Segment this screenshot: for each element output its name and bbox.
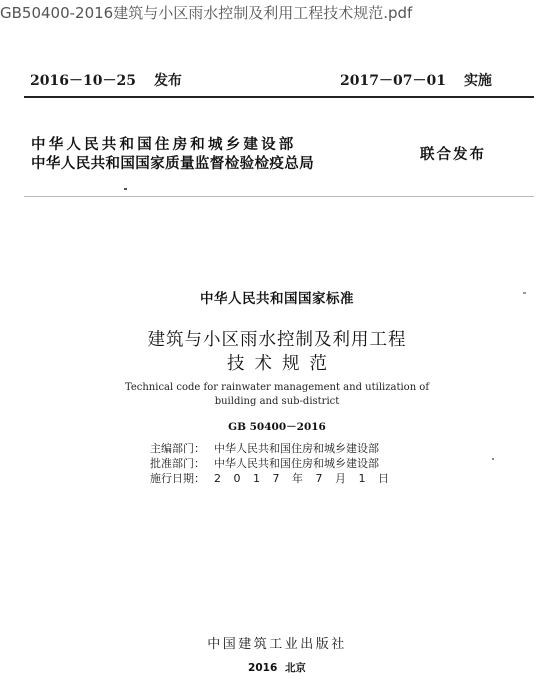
standard-title-cn-line1: 建筑与小区雨水控制及利用工程 bbox=[147, 330, 407, 350]
bottom-divider bbox=[24, 196, 534, 197]
publisher-name: 中国建筑工业出版社 bbox=[207, 637, 347, 652]
chief-editor-value: 中华人民共和国住房和城乡建设部 bbox=[214, 442, 379, 455]
standard-code: GB 50400－2016 bbox=[228, 421, 326, 433]
standard-title-en-line2: building and sub-district bbox=[214, 396, 340, 407]
approver-label: 批准部门： bbox=[150, 457, 205, 470]
issue-label: 发布 bbox=[153, 73, 182, 89]
document-title: GB50400-2016建筑与小区雨水控制及利用工程技术规范.pdf bbox=[0, 4, 413, 22]
approver-row bbox=[150, 455, 379, 471]
publication-place bbox=[0, 660, 554, 675]
effective-date-line bbox=[340, 70, 492, 90]
joint-issue-label: 联合发布 bbox=[420, 147, 486, 163]
scan-speck bbox=[492, 458, 494, 460]
chief-editor-label: 主编部门： bbox=[150, 442, 205, 455]
top-divider bbox=[24, 96, 534, 98]
pdf-page bbox=[0, 34, 554, 694]
publication-city: 北京 bbox=[284, 662, 306, 674]
issue-date: 2016－10－25 bbox=[30, 73, 136, 89]
effective-date-row bbox=[150, 470, 402, 486]
scan-speck bbox=[124, 188, 127, 190]
standard-title-en-line1: Technical code for rainwater management and utilization of bbox=[124, 382, 430, 393]
publication-year: 2016 bbox=[248, 662, 278, 674]
approver-value: 中华人民共和国住房和城乡建设部 bbox=[214, 457, 379, 470]
effective-label: 实施 bbox=[463, 73, 492, 89]
effective-cn-label: 施行日期： bbox=[150, 472, 205, 485]
authority-quality-inspection: 中华人民共和国国家质量监督检验检疫总局 bbox=[31, 156, 315, 172]
national-standard-label: 中华人民共和国国家标准 bbox=[200, 291, 354, 307]
chief-editor-row bbox=[150, 440, 379, 456]
authority-housing-ministry: 中华人民共和国住房和城乡建设部 bbox=[31, 137, 297, 153]
issue-date-line bbox=[30, 70, 182, 90]
effective-cn-value: 2017年7月1日 bbox=[214, 472, 402, 485]
effective-date: 2017－07－01 bbox=[340, 73, 446, 89]
standard-title-cn-line2: 技术规范 bbox=[227, 354, 337, 374]
